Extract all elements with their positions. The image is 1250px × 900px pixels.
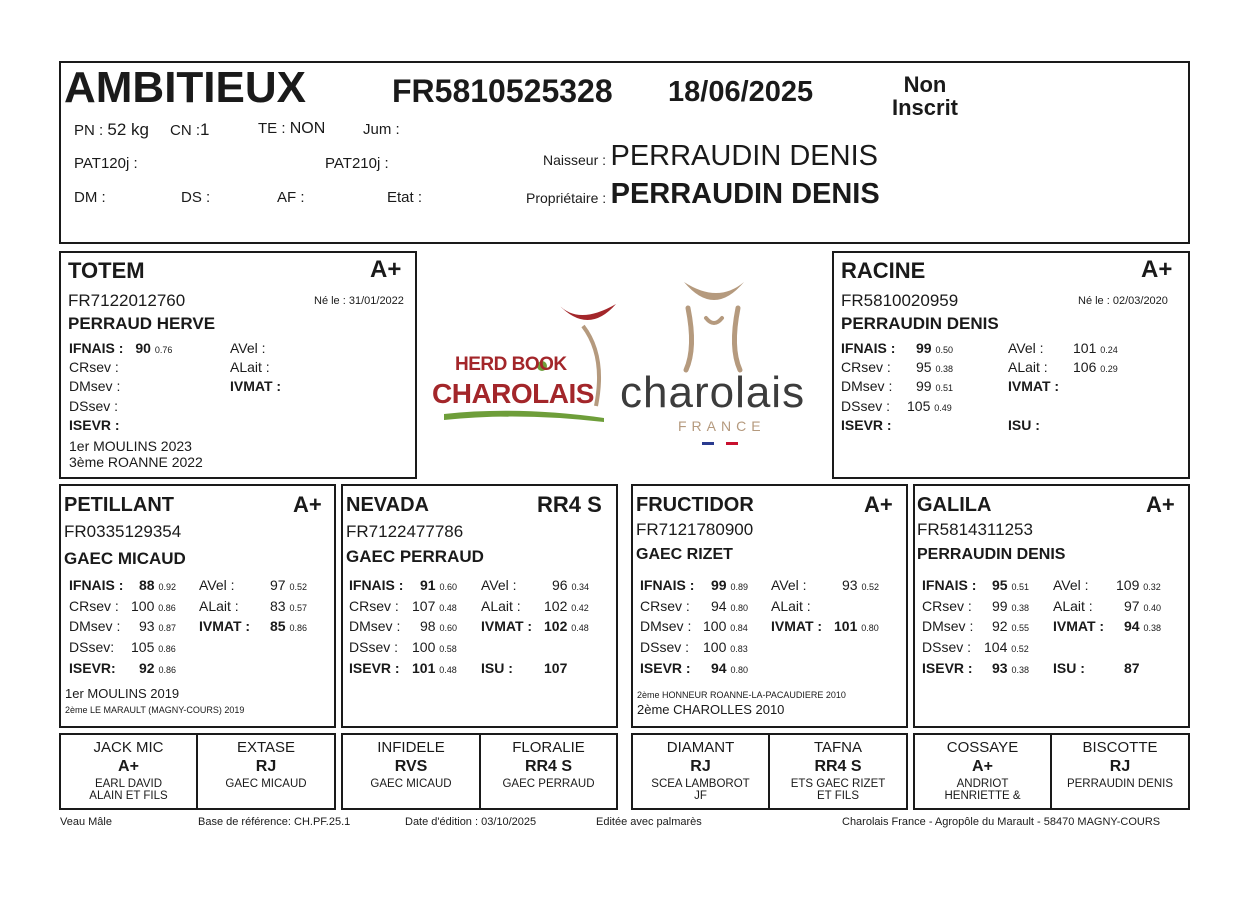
ggp-name: FLORALIE: [512, 739, 585, 756]
owner-field: [526, 178, 880, 211]
gp4-avel: [1116, 577, 1161, 593]
gp2-ivmat: [544, 618, 589, 634]
gp3-isevr-label: ISEVR :: [640, 660, 691, 676]
gp3-dssev-label: DSsev :: [640, 639, 690, 655]
gp2-alait-label: ALait :: [481, 598, 521, 614]
gp2-avel-label: AVel :: [481, 577, 517, 593]
dam-dssev-cd: 0.49: [934, 403, 952, 413]
gp2-name: NEVADA: [346, 494, 429, 516]
gp3-dmsev-cd: 0.84: [730, 623, 748, 633]
pat210-label: PAT210j :: [325, 155, 389, 172]
gp4-dssev-cd: 0.52: [1011, 644, 1029, 654]
ggp-qualification: A+: [972, 758, 993, 775]
sire-palmares-1: 1er MOULINS 2023: [69, 438, 192, 454]
gp3-id: FR7121780900: [636, 520, 754, 539]
gp2-id: FR7122477786: [346, 522, 464, 541]
gp3-dssev: [703, 639, 748, 655]
af-label: AF :: [277, 189, 305, 206]
ggp-owner: ANDRIOT HENRIETTE &: [944, 778, 1021, 802]
gp2-dmsev: [420, 618, 457, 634]
animal-id: FR5810525328: [392, 73, 613, 109]
gp3-dmsev-label: DMsev :: [640, 618, 692, 634]
ggp-qualification: RR4 S: [814, 758, 862, 775]
ggp-card: [913, 733, 1052, 810]
gp3-palmares-1: 2ème HONNEUR ROANNE-LA-PACAUDIERE 2010: [637, 690, 846, 700]
ggp-qualification: RJ: [690, 758, 711, 775]
gp4-ifnais-cd: 0.51: [1011, 582, 1029, 592]
gp1-isevr-cd: 0.86: [158, 665, 176, 675]
dam-dmsev: [916, 378, 953, 394]
gp1-qualification: A+: [293, 492, 322, 517]
gp4-avel-cd: 0.32: [1143, 582, 1161, 592]
footer-sex: Veau Mâle: [60, 816, 112, 828]
ggp-card: [1050, 733, 1190, 810]
sire-dmsev-label: DMsev :: [69, 378, 121, 394]
gp1-owner: GAEC MICAUD: [64, 549, 186, 568]
ggp-qualification: RR4 S: [524, 758, 573, 775]
gp3-dssev-value: 100: [703, 639, 727, 655]
gp1-avel-cd: 0.52: [289, 582, 307, 592]
gp4-isevr: [992, 660, 1029, 676]
gp4-crsev-value: 99: [992, 598, 1008, 614]
dam-ifnais-label: IFNAIS :: [841, 340, 896, 356]
cn-value: 1: [200, 120, 210, 139]
sire-dssev-label: DSsev :: [69, 398, 119, 414]
gp2-ifnais: [420, 577, 457, 593]
dam-crsev-label: CRsev :: [841, 359, 891, 375]
footer-palmares-note: Editée avec palmarès: [596, 816, 702, 828]
dam-dmsev-cd: 0.51: [935, 383, 953, 393]
dam-alait-label: ALait :: [1008, 359, 1048, 375]
gp2-dssev-cd: 0.58: [439, 644, 457, 654]
gp1-ifnais: [139, 577, 176, 593]
gp4-qualification: A+: [1146, 492, 1175, 517]
dam-avel-label: AVel :: [1008, 340, 1044, 356]
ggp-owner: PERRAUDIN DENIS: [1066, 778, 1174, 790]
gp3-avel-label: AVel :: [771, 577, 807, 593]
charolais-france-logo: [618, 278, 824, 450]
gp1-alait-value: 83: [270, 598, 286, 614]
gp1-isevr: [139, 660, 176, 676]
charolais-brand-sub: FRANCE: [678, 418, 766, 434]
etat-label: Etat :: [387, 189, 423, 206]
gp1-avel-label: AVel :: [199, 577, 235, 593]
gp3-avel-cd: 0.52: [861, 582, 879, 592]
sire-crsev-label: CRsev :: [69, 359, 119, 375]
pn-value: 52 kg: [107, 120, 149, 139]
gp3-dmsev-value: 100: [703, 618, 727, 634]
gp2-isevr-label: ISEVR :: [349, 660, 400, 676]
gp4-isevr-value: 93: [992, 660, 1008, 676]
gp3-owner: GAEC RIZET: [636, 546, 733, 563]
ggp-owner: SCEA LAMBOROT JF: [651, 778, 750, 802]
gp4-avel-label: AVel :: [1053, 577, 1089, 593]
dam-avel-cd: 0.24: [1100, 345, 1118, 355]
ggp-qualification: A+: [118, 758, 139, 775]
ggp-card: [341, 733, 481, 810]
gp2-dmsev-cd: 0.60: [439, 623, 457, 633]
dam-isu-label: ISU :: [1008, 417, 1040, 433]
gp3-avel-value: 93: [842, 577, 858, 593]
gp2-dssev-label: DSsev :: [349, 639, 399, 655]
gp1-isevr-label: ISEVR:: [69, 660, 116, 676]
gp2-ivmat-cd: 0.48: [571, 623, 589, 633]
gp3-dmsev: [703, 618, 748, 634]
sire-isevr-label: ISEVR :: [69, 417, 120, 433]
gp4-ivmat-value: 94: [1124, 618, 1140, 634]
jum-label: Jum :: [363, 121, 400, 138]
ggp-owner: EARL DAVID ALAIN ET FILS: [89, 778, 168, 802]
sire-avel-label: AVel :: [230, 340, 266, 356]
gp4-isu-value: 87: [1124, 660, 1140, 676]
herdbook-logo: [428, 296, 618, 426]
dam-crsev-value: 95: [916, 359, 932, 375]
gp1-dmsev-cd: 0.87: [158, 623, 176, 633]
dam-name: RACINE: [841, 258, 926, 283]
dam-alait: [1073, 359, 1118, 375]
gp4-dssev-value: 104: [984, 639, 1008, 655]
sire-birth: [314, 295, 404, 307]
gp4-alait-value: 97: [1124, 598, 1140, 614]
dam-id: FR5810020959: [841, 291, 959, 310]
pn-field: [74, 120, 149, 140]
footer-organization: Charolais France - Agropôle du Marault - 58470 MAGNY-COURS: [842, 816, 1161, 828]
registration-status-line1: Non: [903, 72, 947, 97]
sire-birth-value: 31/01/2022: [348, 295, 404, 307]
gp2-alait-cd: 0.42: [571, 603, 589, 613]
gp2-crsev-value: 107: [412, 598, 436, 614]
sire-owner: PERRAUD HERVE: [68, 314, 216, 333]
gp3-isevr-value: 94: [711, 660, 727, 676]
gp3-ifnais-label: IFNAIS :: [640, 577, 695, 593]
gp2-dmsev-value: 98: [420, 618, 436, 634]
animal-date: 18/06/2025: [668, 76, 814, 108]
ggp-card: [59, 733, 198, 810]
gp1-avel: [270, 577, 307, 593]
sire-name: TOTEM: [68, 258, 145, 283]
sire-alait-label: ALait :: [230, 359, 270, 375]
dam-ifnais: [916, 340, 953, 356]
ggp-card: [631, 733, 770, 810]
gp2-dssev: [412, 639, 457, 655]
gp3-avel: [842, 577, 879, 593]
footer-edition-date: Date d'édition : 03/10/2025: [405, 816, 537, 828]
gp1-name: PETILLANT: [64, 494, 174, 516]
dam-dssev-value: 105: [907, 398, 931, 414]
owner-label: Propriétaire :: [526, 190, 607, 206]
dam-crsev: [916, 359, 953, 375]
footer-base: Base de référence: CH.PF.25.1: [198, 816, 351, 828]
ggp-name: COSSAYE: [946, 739, 1019, 756]
gp2-ifnais-cd: 0.60: [439, 582, 457, 592]
pn-label: PN :: [74, 122, 104, 139]
gp3-name: FRUCTIDOR: [636, 494, 754, 516]
gp1-id: FR0335129354: [64, 522, 182, 541]
dam-owner: PERRAUDIN DENIS: [841, 314, 999, 333]
gp2-owner: GAEC PERRAUD: [346, 547, 484, 566]
gp1-dssev: [131, 639, 176, 655]
gp2-qualification: RR4 S: [537, 492, 602, 517]
gp2-avel: [552, 577, 589, 593]
gp3-ifnais: [711, 577, 748, 593]
te-field: [258, 120, 325, 138]
dam-isevr-label: ISEVR :: [841, 417, 892, 433]
ggp-name: TAFNA: [813, 739, 863, 756]
gp1-alait: [270, 598, 307, 614]
dam-crsev-cd: 0.38: [935, 364, 953, 374]
registration-status-line2: Inscrit: [891, 95, 959, 120]
ggp-name: DIAMANT: [666, 739, 735, 756]
charolais-brand-text: charolais: [620, 368, 806, 417]
gp1-ifnais-label: IFNAIS :: [69, 577, 124, 593]
te-label: TE :: [258, 120, 286, 137]
gp2-ivmat-value: 102: [544, 618, 568, 634]
dam-birth: [1078, 295, 1168, 307]
gp2-dssev-value: 100: [412, 639, 436, 655]
gp2-ifnais-value: 91: [420, 577, 436, 593]
dam-ifnais-cd: 0.50: [935, 345, 953, 355]
gp1-crsev-value: 100: [131, 598, 155, 614]
gp4-dmsev-label: DMsev :: [922, 618, 974, 634]
ds-label: DS :: [181, 189, 211, 206]
gp4-ifnais-value: 95: [992, 577, 1008, 593]
ggp-owner: ETS GAEC RIZET ET FILS: [790, 778, 886, 802]
gp1-dssev-cd: 0.86: [158, 644, 176, 654]
gp4-alait-label: ALait :: [1053, 598, 1093, 614]
gp1-ivmat: [270, 618, 307, 634]
gp1-dmsev-label: DMsev :: [69, 618, 121, 634]
gp3-alait-label: ALait :: [771, 598, 811, 614]
gp2-avel-value: 96: [552, 577, 568, 593]
gp4-dssev-label: DSsev :: [922, 639, 972, 655]
dam-alait-value: 106: [1073, 359, 1097, 375]
ggp-qualification: RJ: [255, 758, 277, 775]
gp2-alait: [544, 598, 589, 614]
gp2-crsev-cd: 0.48: [439, 603, 457, 613]
ggp-name: INFIDELE: [377, 739, 445, 756]
ggp-qualification: RJ: [1109, 758, 1131, 775]
gp1-ivmat-cd: 0.86: [289, 623, 307, 633]
herdbook-main-text: CHAROLAIS: [432, 378, 594, 409]
cn-label: CN :: [170, 122, 200, 139]
gp1-crsev-label: CRsev :: [69, 598, 119, 614]
gp1-ivmat-label: IVMAT :: [199, 618, 251, 634]
gp1-alait-label: ALait :: [199, 598, 239, 614]
gp1-dssev-value: 105: [131, 639, 155, 655]
sire-ivmat-label: IVMAT :: [230, 378, 282, 394]
gp4-dssev: [984, 639, 1029, 655]
dm-label: DM :: [74, 189, 106, 206]
gp2-crsev: [412, 598, 457, 614]
ggp-owner: GAEC PERRAUD: [502, 778, 595, 790]
sire-ifnais-value: 90: [135, 340, 151, 356]
gp4-alait-cd: 0.40: [1143, 603, 1161, 613]
te-value: NON: [289, 120, 326, 137]
dam-dmsev-value: 99: [916, 378, 932, 394]
ggp-name: BISCOTTE: [1082, 739, 1158, 756]
gp1-alait-cd: 0.57: [289, 603, 307, 613]
gp3-ivmat-cd: 0.80: [861, 623, 879, 633]
gp3-ivmat: [834, 618, 879, 634]
gp4-alait: [1124, 598, 1161, 614]
gp2-isevr: [412, 660, 457, 676]
dam-alait-cd: 0.29: [1100, 364, 1118, 374]
sire-qualification: A+: [370, 256, 402, 283]
owner-value: PERRAUDIN DENIS: [610, 178, 880, 210]
dam-qualification: A+: [1141, 256, 1173, 283]
gp3-crsev-label: CRsev :: [640, 598, 690, 614]
gp4-ifnais-label: IFNAIS :: [922, 577, 977, 593]
gp2-avel-cd: 0.34: [571, 582, 589, 592]
registration-status: [885, 73, 965, 119]
sire-ifnais-cd: 0.76: [154, 345, 173, 355]
gp4-crsev-cd: 0.38: [1011, 603, 1029, 613]
gp4-ivmat-cd: 0.38: [1143, 623, 1161, 633]
dam-avel-value: 101: [1073, 340, 1097, 356]
gp2-ivmat-label: IVMAT :: [481, 618, 533, 634]
gp3-ivmat-value: 101: [834, 618, 858, 634]
ggp-name: JACK MIC: [93, 739, 164, 756]
sire-ifnais-label: IFNAIS :: [69, 340, 124, 356]
ggp-card: [196, 733, 336, 810]
gp4-crsev: [992, 598, 1029, 614]
gp1-dmsev: [139, 618, 176, 634]
ggp-name: EXTASE: [236, 739, 296, 756]
sire-palmares-2: 3ème ROANNE 2022: [69, 454, 203, 470]
gp2-isu-label: ISU :: [481, 660, 513, 676]
gp4-dmsev-cd: 0.55: [1011, 623, 1029, 633]
gp4-ifnais: [992, 577, 1029, 593]
gp2-isevr-value: 101: [412, 660, 436, 676]
ggp-qualification: RVS: [394, 758, 428, 775]
gp3-isevr: [711, 660, 748, 676]
gp4-ivmat: [1124, 618, 1161, 634]
dam-dmsev-label: DMsev :: [841, 378, 893, 394]
sire-birth-label: Né le :: [314, 295, 346, 307]
cn-field: [170, 120, 209, 140]
gp2-isu-value: 107: [544, 660, 568, 676]
gp1-dssev-label: DSsev:: [69, 639, 115, 655]
gp3-crsev: [711, 598, 748, 614]
dam-dssev: [907, 398, 952, 414]
dam-dssev-label: DSsev :: [841, 398, 891, 414]
sire-ifnais: [69, 340, 172, 356]
gp4-owner: PERRAUDIN DENIS: [917, 546, 1066, 563]
gp1-crsev: [131, 598, 176, 614]
gp2-isevr-cd: 0.48: [439, 665, 457, 675]
gp2-crsev-label: CRsev :: [349, 598, 399, 614]
gp1-dmsev-value: 93: [139, 618, 155, 634]
ggp-owner: GAEC MICAUD: [370, 778, 452, 790]
sire-id: FR7122012760: [68, 291, 186, 310]
gp4-avel-value: 109: [1116, 577, 1140, 593]
gp1-ivmat-value: 85: [270, 618, 286, 634]
gp3-qualification: A+: [864, 492, 893, 517]
dam-avel: [1073, 340, 1118, 356]
ggp-card: [479, 733, 618, 810]
pat120-label: PAT120j :: [74, 155, 138, 172]
gp4-isu-label: ISU :: [1053, 660, 1085, 676]
gp2-dmsev-label: DMsev :: [349, 618, 401, 634]
breeder-field: [543, 140, 878, 173]
gp3-palmares-2: 2ème CHAROLLES 2010: [637, 702, 785, 717]
gp1-avel-value: 97: [270, 577, 286, 593]
breeder-value: PERRAUDIN DENIS: [610, 140, 878, 172]
gp1-palmares-1: 1er MOULINS 2019: [65, 686, 180, 701]
gp1-ifnais-cd: 0.92: [158, 582, 176, 592]
dam-ivmat-label: IVMAT :: [1008, 378, 1060, 394]
gp3-dssev-cd: 0.83: [730, 644, 748, 654]
gp1-isevr-value: 92: [139, 660, 155, 676]
gp4-crsev-label: CRsev :: [922, 598, 972, 614]
gp1-palmares-2: 2ème LE MARAULT (MAGNY-COURS) 2019: [65, 705, 245, 715]
gp4-isevr-cd: 0.38: [1011, 665, 1029, 675]
gp1-crsev-cd: 0.86: [158, 603, 176, 613]
gp4-dmsev-value: 92: [992, 618, 1008, 634]
gp3-ivmat-label: IVMAT :: [771, 618, 823, 634]
dam-birth-value: 02/03/2020: [1112, 295, 1168, 307]
dam-birth-label: Né le :: [1078, 295, 1110, 307]
gp4-ivmat-label: IVMAT :: [1053, 618, 1105, 634]
gp4-dmsev: [992, 618, 1029, 634]
gp3-ifnais-cd: 0.89: [730, 582, 748, 592]
gp3-ifnais-value: 99: [711, 577, 727, 593]
herdbook-top-text: HERD BOOK: [455, 354, 567, 375]
gp3-crsev-cd: 0.80: [730, 603, 748, 613]
gp4-name: GALILA: [917, 494, 992, 516]
gp3-crsev-value: 94: [711, 598, 727, 614]
gp2-alait-value: 102: [544, 598, 568, 614]
gp2-ifnais-label: IFNAIS :: [349, 577, 404, 593]
breeder-label: Naisseur :: [543, 152, 607, 168]
ggp-card: [768, 733, 908, 810]
dam-ifnais-value: 99: [916, 340, 932, 356]
gp1-ifnais-value: 88: [139, 577, 155, 593]
animal-name: AMBITIEUX: [64, 63, 306, 112]
gp4-isevr-label: ISEVR :: [922, 660, 973, 676]
gp3-isevr-cd: 0.80: [730, 665, 748, 675]
gp4-id: FR5814311253: [917, 520, 1033, 539]
ggp-owner: GAEC MICAUD: [225, 778, 307, 790]
